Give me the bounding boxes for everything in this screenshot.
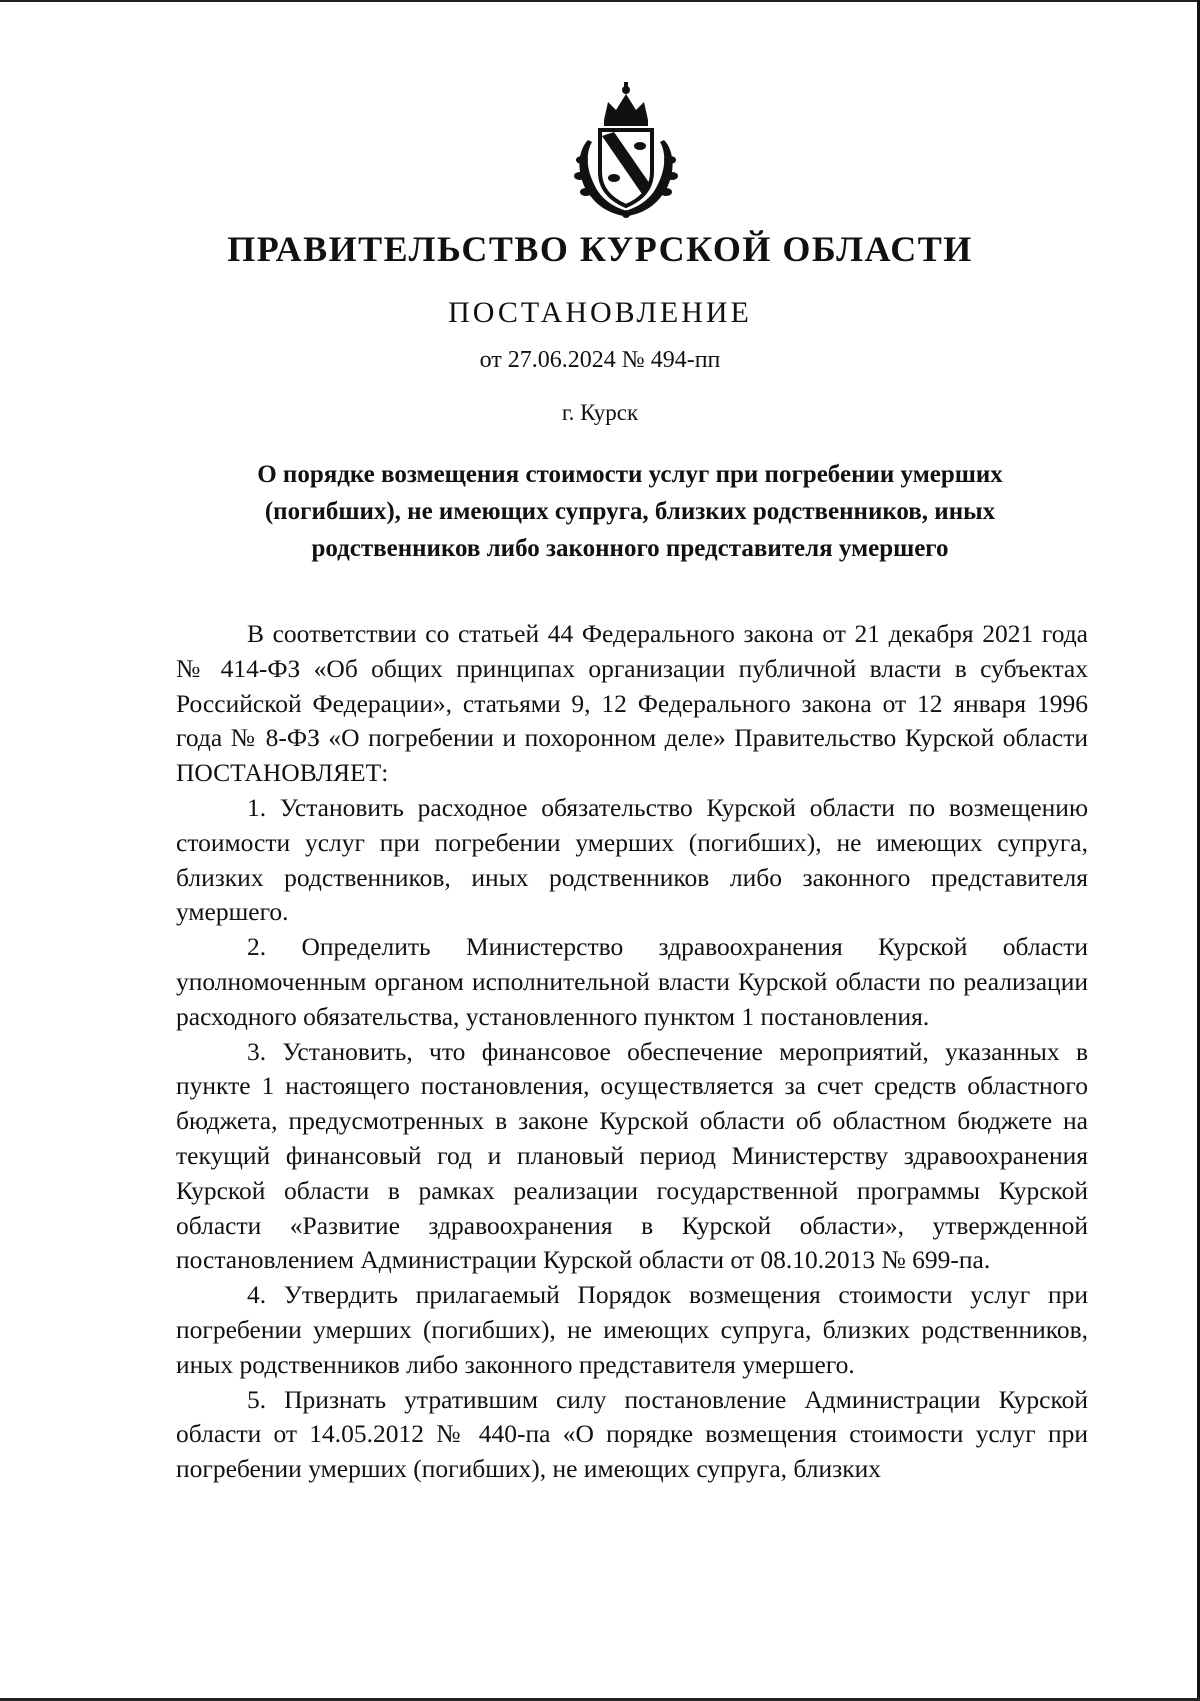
document-body [176,617,1088,1487]
document-subject: О порядке возмещения стоимости услуг при погребении умерших (погибших), не имеющих супруга, близких родственников, иных родственников либо законного представителя умершего [257,461,1003,562]
paragraph-item-3: 3. Установить, что финансовое обеспечение мероприятий, указанных в пункте 1 настоящего постановления, осуществляется за счет средств областного бюджета, предусмотренных в законе Курской области об областном бюджете на текущий финансовый год и плановый период Министерству здравоохранения Курской области в рамках реализации государственной программы Курской области «Развитие здравоохранения в Курской области», утвержденной постановлением Администрации Курской области от 08.10.2013 № 699-па. [176,1036,1088,1275]
paragraph-item-4: 4. Утвердить прилагаемый Порядок возмещения стоимости услуг при погребении умерших (погибших), не имеющих супруга, близких родственников, иных родственников либо законного представителя умершего. [176,1280,1088,1379]
government-title: ПРАВИТЕЛЬСТВО КУРСКОЙ ОБЛАСТИ [227,229,973,269]
document-city: г. Курск [561,400,639,425]
paragraph-item-2: 2. Определить Министерство здравоохранения Курской области уполномоченным органом исполнительной власти Курской области по реализации расходного обязательства, установленного пунктом 1 постановления. [176,932,1088,1031]
document-type: ПОСТАНОВЛЕНИЕ [448,296,752,329]
paragraph-item-5: 5. Признать утратившим силу постановление Администрации Курской области от 14.05.2012 № 440-па «О порядке возмещения стоимости услуг при погребении умерших (погибших), не имеющих супруга, близких [176,1384,1088,1484]
scan-edge-top [0,0,1200,2]
paragraph-preamble: В соответствии со статьей 44 Федерального закона от 21 декабря 2021 года № 414-ФЗ «Об общих принципах организации публичной власти в субъектах Российской Федерации», статьями 9, 12 Федерального закона от 12 января 1996 года № 8-ФЗ «О погребении и похоронном деле» Правительство Курской области ПОСТАНОВЛЯЕТ: [176,619,1088,788]
paragraph-item-1: 1. Установить расходное обязательство Курской области по возмещению стоимости услуг при погребении умерших (погибших), не имеющих супруга, близких родственников, иных родственников либо законного представителя умершего. [176,792,1088,927]
kursk-coat-of-arms-icon [566,80,686,220]
document-date-number: от 27.06.2024 № 494-пп [479,347,721,373]
